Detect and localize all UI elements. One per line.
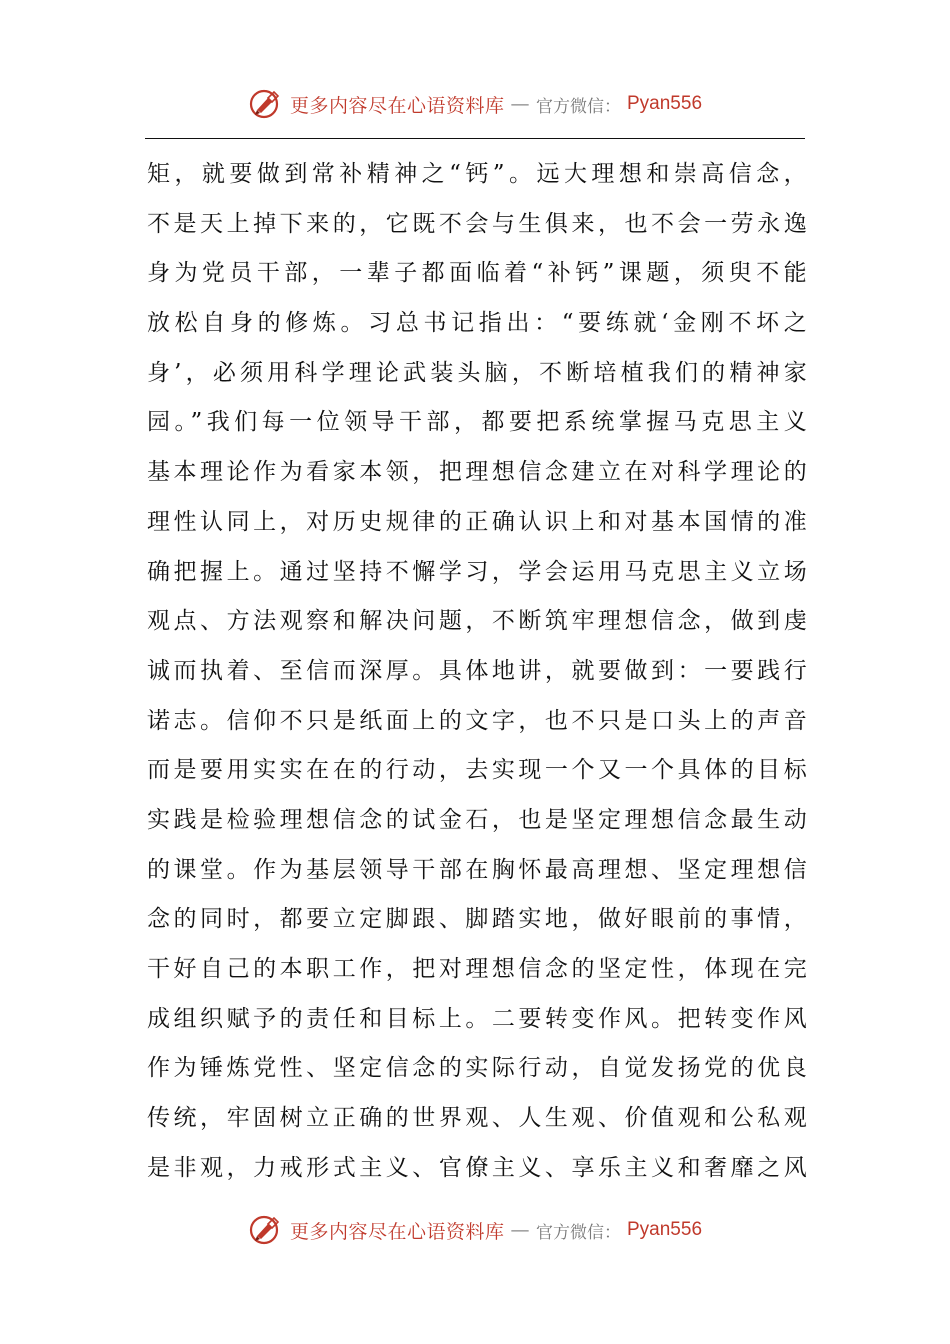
text-line: 不是天上掉下来的，它既不会与生俱来，也不会一劳永逸 bbox=[147, 210, 807, 237]
text-line: 基本理论作为看家本领，把理想信念建立在对科学理论的 bbox=[147, 459, 807, 486]
text-line: 放松自身的修炼。习总书记指出：“要练就‘金刚不坏之 bbox=[147, 310, 807, 337]
text-line: 理性认同上，对历史规律的正确认识上和对基本国情的准 bbox=[147, 508, 807, 535]
header-wechat-id: Pyan556 bbox=[627, 93, 703, 114]
text-line: 诺志。信仰不只是纸面上的文字，也不只是口头上的声音 bbox=[147, 707, 807, 734]
text-line: 身为党员干部，一辈子都面临着“补钙”课题，须臾不能 bbox=[147, 260, 807, 287]
text-line: 观点、方法观察和解决问题，不断筑牢理想信念，做到虔 bbox=[147, 608, 807, 635]
header-banner-title: 更多内容尽在心语资料库 bbox=[289, 94, 505, 117]
header-rule bbox=[145, 138, 805, 139]
text-line: 干好自己的本职工作，把对理想信念的坚定性，体现在完 bbox=[147, 956, 807, 982]
pen-logo-icon bbox=[248, 1212, 284, 1248]
text-line: 确把握上。通过坚持不懈学习，学会运用马克思主义立场 bbox=[147, 558, 807, 585]
text-line: 而是要用实实在在的行动，去实现一个又一个具体的目标 bbox=[147, 757, 807, 784]
footer-banner-title: 更多内容尽在心语资料库 bbox=[289, 1220, 505, 1243]
body-text bbox=[147, 150, 807, 1193]
pen-logo-icon bbox=[248, 86, 284, 122]
footer-wechat-id: Pyan556 bbox=[627, 1219, 703, 1240]
footer-wechat-label: 官方微信： bbox=[536, 1222, 621, 1243]
header-banner bbox=[0, 84, 950, 124]
header-wechat-label: 官方微信： bbox=[536, 96, 621, 117]
footer-banner-dash: — bbox=[510, 1219, 530, 1241]
text-line: 作为锤炼党性、坚定信念的实际行动，自觉发扬党的优良 bbox=[147, 1055, 807, 1082]
text-line: 的课堂。作为基层领导干部在胸怀最高理想、坚定理想信 bbox=[147, 856, 807, 883]
text-line: 实践是检验理想信念的试金石，也是坚定理想信念最生动 bbox=[147, 806, 807, 833]
footer-banner bbox=[0, 1210, 950, 1250]
text-line: 成组织赋予的责任和目标上。二要转变作风。把转变作风 bbox=[147, 1005, 807, 1032]
text-line: 诚而执着、至信而深厚。具体地讲，就要做到：一要践行 bbox=[147, 657, 807, 684]
text-line: 矩，就要做到常补精神之“钙”。远大理想和崇高信念， bbox=[147, 161, 807, 187]
text-line: 传统，牢固树立正确的世界观、人生观、价值观和公私观 bbox=[147, 1105, 807, 1132]
header-banner-dash: — bbox=[510, 93, 530, 115]
text-line: 是非观，力戒形式主义、官僚主义、享乐主义和奢靡之风 bbox=[147, 1154, 807, 1181]
text-line: 念的同时，都要立定脚跟、脚踏实地，做好眼前的事情， bbox=[147, 906, 807, 933]
text-line: 身’，必须用科学理论武装头脑，不断培植我们的精神家 bbox=[147, 359, 807, 386]
text-line: 园。”我们每一位领导干部，都要把系统掌握马克思主义 bbox=[147, 409, 807, 436]
